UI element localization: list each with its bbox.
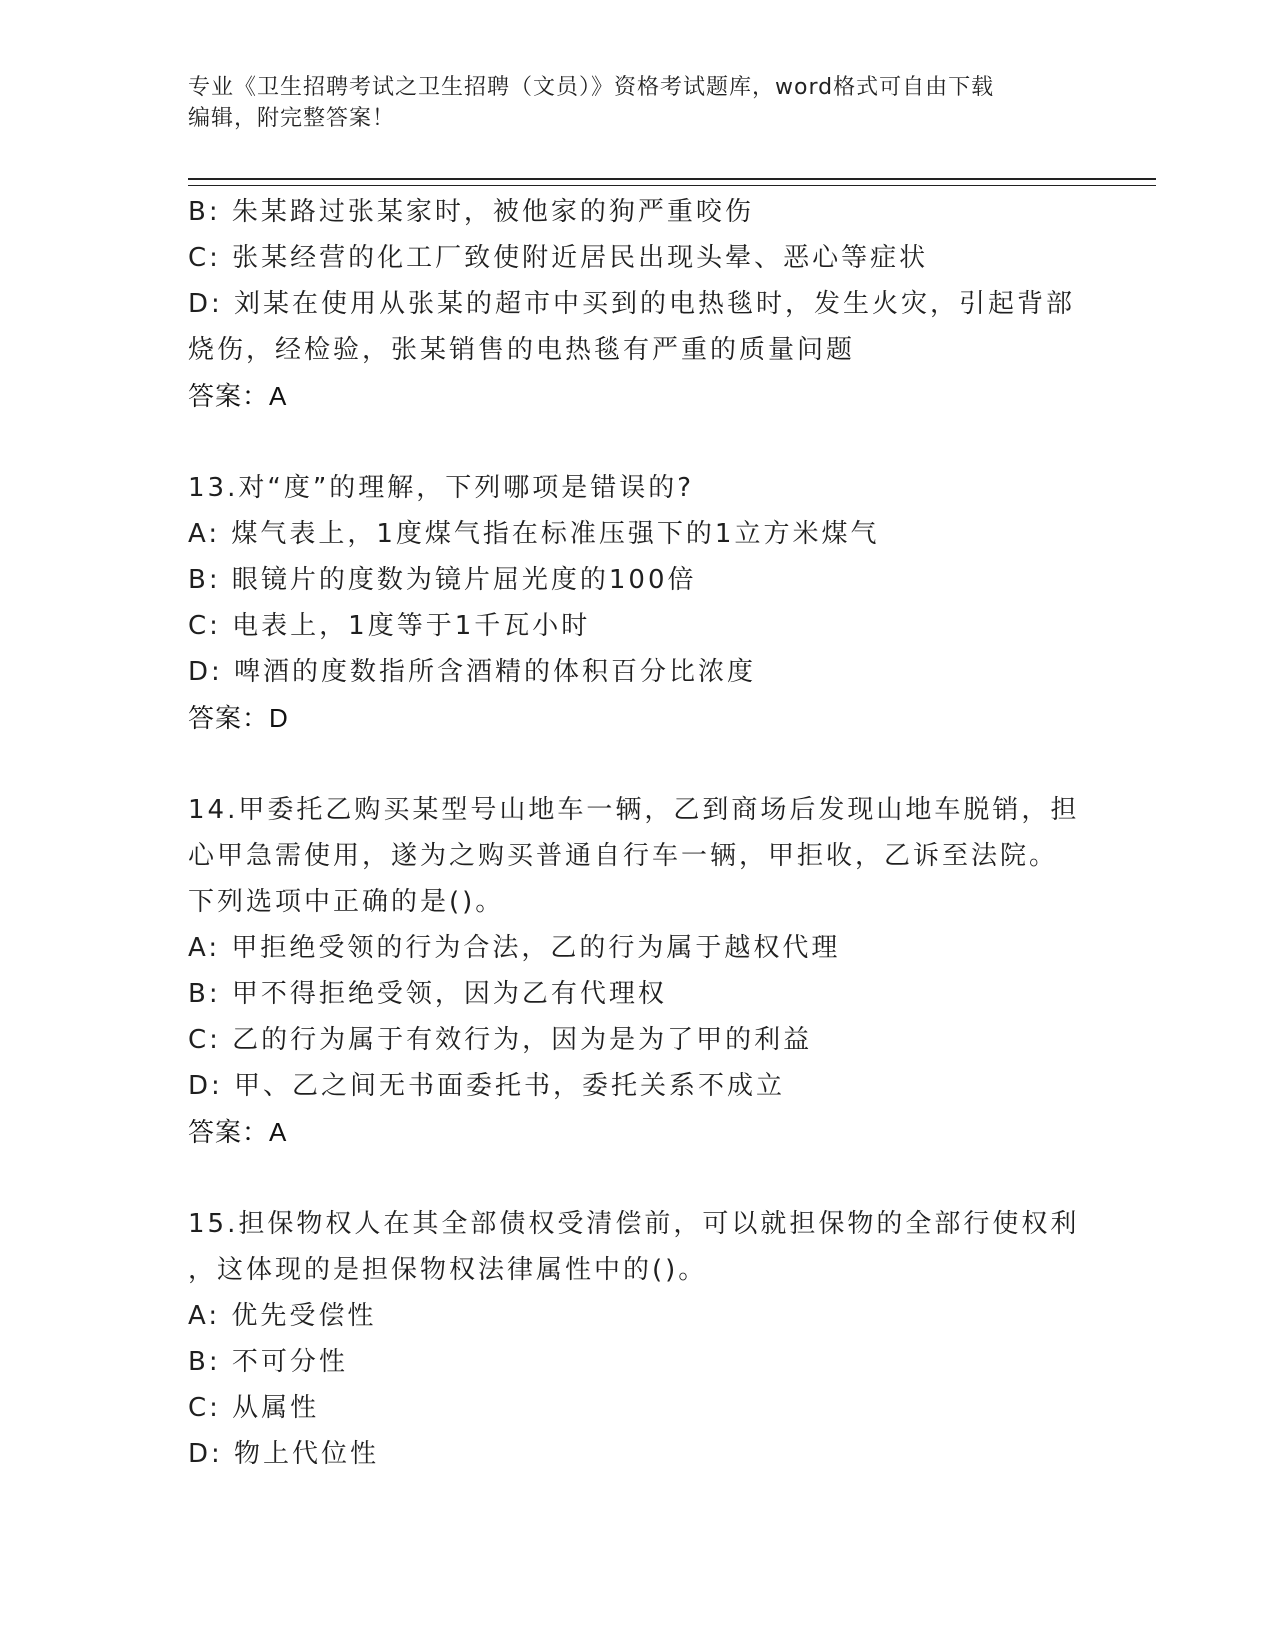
header-divider — [188, 178, 1156, 186]
q14-option-c: C: 乙的行为属于有效行为，因为是为了甲的利益 — [188, 1025, 813, 1055]
header-title-line1: 专业《卫生招聘考试之卫生招聘（文员）》资格考试题库，word格式可自由下载 — [188, 75, 995, 100]
question-12-continued — [188, 189, 1088, 419]
q12-option-d-line1: D: 刘某在使用从张某的超市中买到的电热毯时，发生火灾，引起背部 — [188, 289, 1076, 319]
q13-option-c: C: 电表上，1度等于1千瓦小时 — [188, 611, 591, 641]
q14-stem-line2: 心甲急需使用，遂为之购买普通自行车一辆，甲拒收，乙诉至法院。 — [188, 841, 1059, 871]
q15-option-a: A: 优先受偿性 — [188, 1301, 377, 1331]
question-content — [188, 189, 1088, 1477]
q15-option-c: C: 从属性 — [188, 1393, 320, 1423]
question-13 — [188, 465, 1088, 741]
q14-option-b: B: 甲不得拒绝受领，因为乙有代理权 — [188, 979, 667, 1009]
q12-option-b: B: 朱某路过张某家时，被他家的狗严重咬伤 — [188, 197, 754, 227]
q15-stem-line2: ，这体现的是担保物权法律属性中的()。 — [188, 1255, 708, 1285]
q15-option-b: B: 不可分性 — [188, 1347, 348, 1377]
q13-option-a: A: 煤气表上，1度煤气指在标准压强下的1立方米煤气 — [188, 519, 880, 549]
q14-stem-line3: 下列选项中正确的是()。 — [188, 887, 505, 917]
q12-option-c: C: 张某经营的化工厂致使附近居民出现头晕、恶心等症状 — [188, 243, 929, 273]
header-title-line2: 编辑，附完整答案！ — [188, 106, 396, 131]
q13-option-b: B: 眼镜片的度数为镜片屈光度的100倍 — [188, 565, 697, 595]
page-header — [188, 72, 1068, 134]
q15-stem-line1: 15.担保物权人在其全部债权受清偿前，可以就担保物的全部行使权利 — [188, 1209, 1080, 1239]
question-14 — [188, 787, 1088, 1155]
q14-answer: 答案：A — [188, 1117, 288, 1147]
spacer — [188, 419, 1088, 465]
q13-option-d: D: 啤酒的度数指所含酒精的体积百分比浓度 — [188, 657, 757, 687]
question-15 — [188, 1201, 1088, 1477]
q14-option-d: D: 甲、乙之间无书面委托书，委托关系不成立 — [188, 1071, 786, 1101]
q15-option-d: D: 物上代位性 — [188, 1439, 380, 1469]
q12-answer: 答案：A — [188, 381, 288, 411]
q13-stem: 13.对“度”的理解，下列哪项是错误的? — [188, 473, 695, 503]
q13-answer: 答案：D — [188, 703, 289, 733]
q12-option-d-line2: 烧伤，经检验，张某销售的电热毯有严重的质量问题 — [188, 335, 856, 365]
spacer — [188, 741, 1088, 787]
q14-stem-line1: 14.甲委托乙购买某型号山地车一辆，乙到商场后发现山地车脱销，担 — [188, 795, 1080, 825]
q14-option-a: A: 甲拒绝受领的行为合法，乙的行为属于越权代理 — [188, 933, 841, 963]
spacer — [188, 1155, 1088, 1201]
